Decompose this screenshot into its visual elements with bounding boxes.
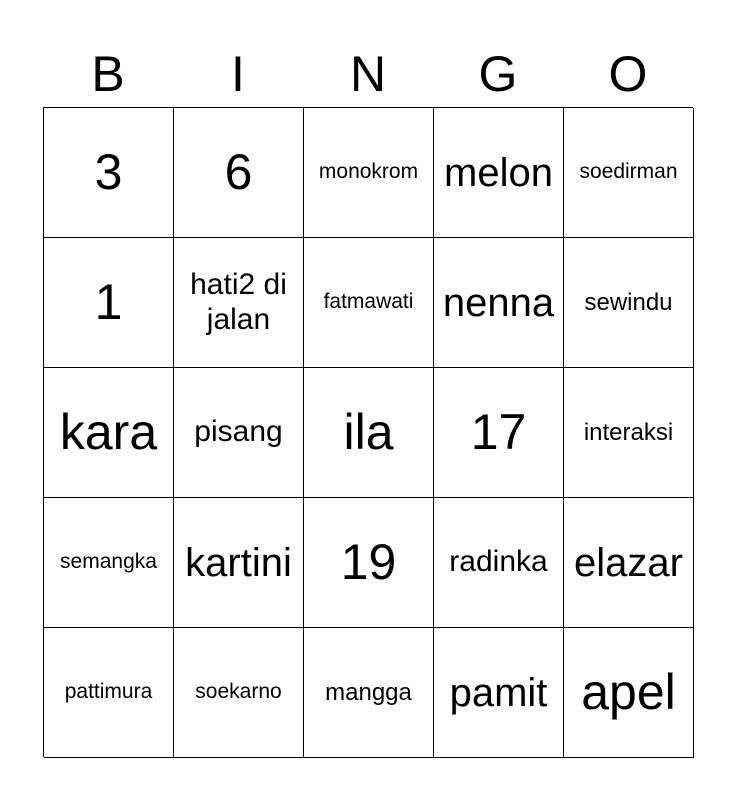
bingo-cell[interactable]: 6: [174, 108, 304, 238]
bingo-cell[interactable]: 19: [304, 498, 434, 628]
header-letter-i: I: [231, 46, 245, 102]
bingo-cell[interactable]: semangka: [44, 498, 174, 628]
bingo-cell[interactable]: 1: [44, 238, 174, 368]
header-letter-n: N: [349, 46, 387, 102]
header-letter-b: B: [91, 46, 125, 102]
bingo-cell[interactable]: elazar: [564, 498, 694, 628]
bingo-cell[interactable]: fatmawati: [304, 238, 434, 368]
bingo-cell[interactable]: soedirman: [564, 108, 694, 238]
header-letter-g: G: [478, 46, 518, 102]
bingo-cell[interactable]: pamit: [434, 628, 564, 758]
bingo-header: [43, 40, 693, 108]
bingo-cell[interactable]: soekarno: [174, 628, 304, 758]
bingo-cell[interactable]: kartini: [174, 498, 304, 628]
bingo-card-grid: [43, 107, 693, 757]
bingo-cell[interactable]: nenna: [434, 238, 564, 368]
header-letter-o: O: [608, 46, 648, 102]
bingo-cell[interactable]: monokrom: [304, 108, 434, 238]
bingo-cell[interactable]: kara: [44, 368, 174, 498]
bingo-cell[interactable]: 17: [434, 368, 564, 498]
bingo-cell[interactable]: apel: [564, 628, 694, 758]
bingo-cell[interactable]: 3: [44, 108, 174, 238]
bingo-cell[interactable]: melon: [434, 108, 564, 238]
bingo-cell[interactable]: pattimura: [44, 628, 174, 758]
bingo-cell[interactable]: interaksi: [564, 368, 694, 498]
bingo-cell[interactable]: radinka: [434, 498, 564, 628]
bingo-cell[interactable]: sewindu: [564, 238, 694, 368]
bingo-cell[interactable]: ila: [304, 368, 434, 498]
bingo-cell[interactable]: mangga: [304, 628, 434, 758]
bingo-cell[interactable]: pisang: [174, 368, 304, 498]
bingo-cell[interactable]: hati2 di jalan: [174, 238, 304, 368]
